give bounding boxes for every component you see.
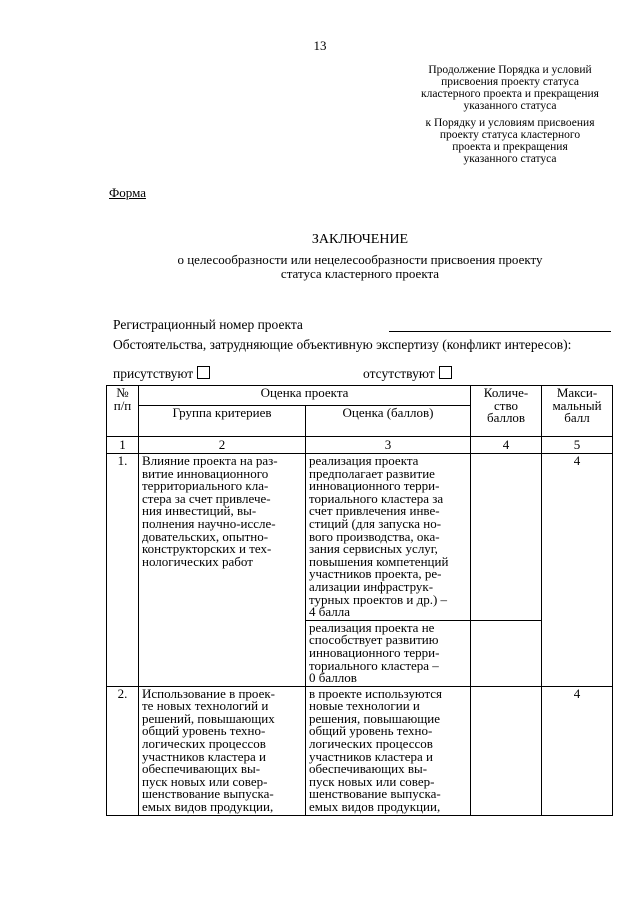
- points-cell[interactable]: [471, 620, 542, 686]
- col-max-header: Макси- мальный балл: [542, 386, 613, 437]
- document-subtitle: [0, 253, 640, 281]
- document-title: ЗАКЛЮЧЕНИЕ: [311, 232, 409, 247]
- criteria-table: [106, 385, 613, 816]
- points-cell[interactable]: [471, 454, 542, 621]
- subtitle-line: статуса кластерного проекта: [280, 266, 440, 281]
- col-count-header: Количе- ство баллов: [471, 386, 542, 437]
- option-absent: [363, 366, 452, 382]
- row-number: 1.: [107, 454, 139, 687]
- table-header-row: [107, 386, 613, 406]
- note-line: указанного статуса: [463, 153, 557, 165]
- option-present: [113, 366, 210, 382]
- absent-checkbox[interactable]: [439, 366, 452, 379]
- continuation-note: [390, 64, 630, 112]
- appendix-note: [390, 117, 630, 165]
- present-checkbox[interactable]: [197, 366, 210, 379]
- criterion-text: Влияние проекта на раз- витие инновационного территориального кла- стера за счет привлече- ния инвестиций, вы- полнения научно-иссле- довательских, опытно- конструкторских и тех- нологических работ: [139, 454, 306, 687]
- column-numbers-row: [107, 437, 613, 454]
- col-group-header: Группа критериев: [139, 406, 306, 437]
- group-header: Оценка проекта: [139, 386, 471, 406]
- subtitle-line: о целесообразности или нецелесообразности присвоения проекту: [177, 252, 543, 267]
- circumstances-label: Обстоятельства, затрудняющие объективную экспертизу (конфликт интересов):: [113, 337, 572, 352]
- score-option: реализация проекта предполагает развитие инновационного терри- ториального кластера за счет привлечения инве- стиций (для запуска но- вого производства, ока- зания сервисных услуг, повышения компетенций участников проекта, ре- ализации инфраструк- турных проектов и др.) – 4 балла: [306, 454, 471, 621]
- option-absent-label: отсутствуют: [363, 366, 435, 381]
- note-line: проекта и прекращения: [452, 141, 568, 153]
- score-option: реализация проекта не способствует развитию инновационного терри- ториального кластера – 0 баллов: [306, 620, 471, 686]
- col-num-header: № п/п: [107, 386, 139, 437]
- table-row: [107, 686, 613, 815]
- registration-number-field[interactable]: [389, 331, 611, 332]
- column-number: 3: [306, 437, 471, 454]
- max-score: 4: [542, 454, 613, 687]
- col-score-header: Оценка (баллов): [306, 406, 471, 437]
- column-number: 1: [107, 437, 139, 454]
- note-line: присвоения проекту статуса: [441, 76, 579, 88]
- registration-number-label: Регистрационный номер проекта: [113, 317, 303, 332]
- points-cell[interactable]: [471, 686, 542, 815]
- note-line: кластерного проекта и прекращения: [421, 88, 599, 100]
- note-line: проекту статуса кластерного: [439, 129, 581, 141]
- note-line: указанного статуса: [463, 100, 557, 112]
- table-row: [107, 454, 613, 621]
- row-number: 2.: [107, 686, 139, 815]
- max-score: 4: [542, 686, 613, 815]
- option-present-label: присутствуют: [113, 366, 194, 381]
- column-number: 5: [542, 437, 613, 454]
- column-number: 2: [139, 437, 306, 454]
- form-label: Форма: [109, 185, 146, 200]
- column-number: 4: [471, 437, 542, 454]
- page-number: 13: [313, 38, 327, 53]
- note-line: к Порядку и условиям присвоения: [425, 117, 595, 129]
- note-line: Продолжение Порядка и условий: [428, 64, 592, 76]
- score-option: в проекте используются новые технологии и решения, повышающие общий уровень техно- логических процессов участников кластера и обеспечивающих вы- пуск новых или совер- шенствование выпуска- емых видов продукции,: [306, 686, 471, 815]
- criterion-text: Использование в проек- те новых технологий и решений, повышающих общий уровень техно- логических процессов участников кластера и обеспечивающих вы- пуск новых или совер- шенствование выпуска- емых видов продукции,: [139, 686, 306, 815]
